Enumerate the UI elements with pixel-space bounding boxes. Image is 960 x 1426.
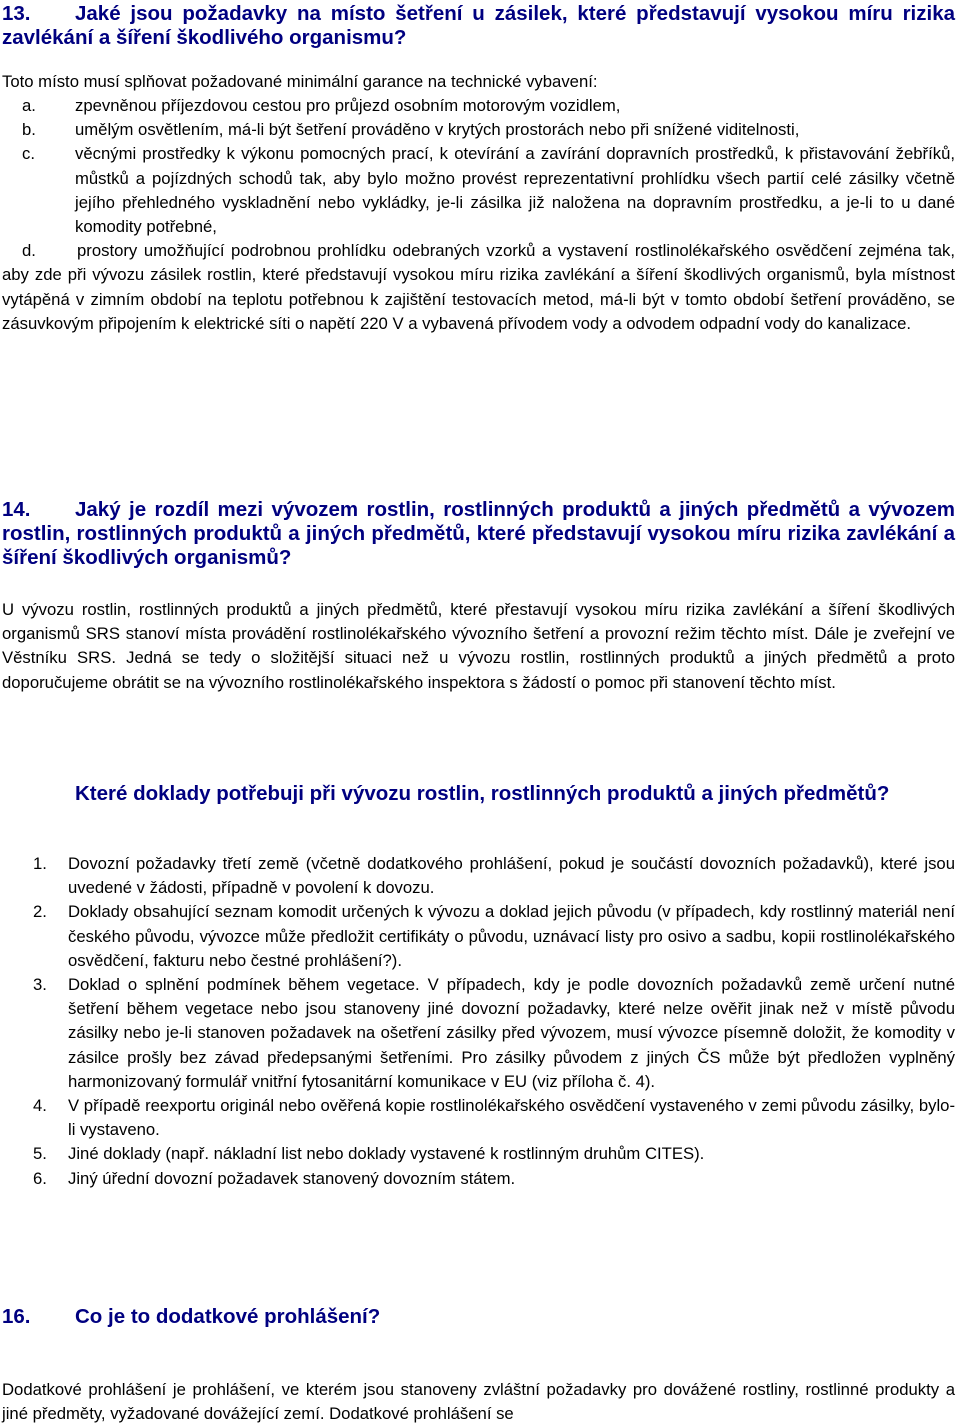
list-item (2, 1167, 955, 1191)
list-item-text: V případě reexportu originál nebo ověřená kopie rostlinolékařského osvědčení vystaveného v zemi původu zásilky, bylo-li vystaveno. (68, 1096, 955, 1140)
list-marker: a. (22, 96, 36, 115)
list-marker: b. (22, 120, 36, 140)
question-13-requirements-list (2, 94, 955, 336)
list-item (2, 142, 955, 239)
question-15-documents-list (2, 852, 955, 1191)
list-marker: 1. (33, 854, 47, 873)
question-13-text: Jaké jsou požadavky na místo šetření u zásilek, které představují vysokou míru rizika zavlékání a šíření škodlivého organismu? (2, 2, 955, 49)
list-item-text: Jiný úřední dovozní požadavek stanovený dovozním státem. (68, 1168, 516, 1188)
list-item-text: Doklady obsahující seznam komodit určených k vývozu a doklad jejich původu (v případech, kdy rostlinný materiál není českého původu, vývozce může předložit certifikáty o původu, uznávací listy pro osivo a sadbu, kopii rostlinolékařského osvědčení, fakturu nebo čestné prohlášení?). (68, 902, 955, 970)
list-item (2, 973, 955, 1094)
question-13-number: 13. (2, 2, 31, 25)
question-14-heading (2, 498, 955, 570)
list-marker: c. (22, 144, 35, 164)
question-16-number: 16. (2, 1305, 31, 1328)
question-14-text: Jaký je rozdíl mezi vývozem rostlin, rostlinných produktů a jiných předmětů a vývozem rostlin, rostlinných produktů a jiných předmětů, které představují vysokou míru rizika zavlékání a šíření škodlivých organismů? (2, 498, 955, 569)
question-14-answer: U vývozu rostlin, rostlinných produktů a jiných předmětů, které přestavují vysokou míru rizika zavlékání a šíření škodlivých organismů SRS stanoví místa provádění rostlinolékařského vývozního šetření a provozní režim těchto míst. Dále je zveřejní ve Věstníku SRS. Jedná se tedy o složitější situaci než u vývozu rostlin, rostlinných produktů a jiných předmětů a proto doporučujeme obrátit se na vývozního rostlinolékařského inspektora s žádostí o pomoc při stanovení těchto míst. (2, 600, 955, 692)
list-item (2, 94, 955, 118)
list-item-text: umělým osvětlením, má-li být šetření prováděno v krytých prostorách nebo při snížené viditelnosti, (75, 120, 800, 140)
list-item-text: zpevněnou příjezdovou cestou pro průjezd osobním motorovým vozidlem, (75, 96, 621, 115)
question-15-text: Které doklady potřebuji při vývozu rostlin, rostlinných produktů a jiných předmětů? (75, 782, 890, 805)
question-16-text: Co je to dodatkové prohlášení? (75, 1305, 381, 1328)
list-item-text: Dovozní požadavky třetí země (včetně dodatkového prohlášení, pokud je součástí dovozních požadavků), které jsou uvedené v žádosti, případně v povolení k dovozu. (68, 854, 955, 898)
question-13-intro: Toto místo musí splňovat požadované minimální garance na technické vybavení: (2, 72, 598, 91)
list-marker: d. (22, 241, 36, 261)
question-15-number (2, 782, 75, 806)
list-marker: 5. (33, 1144, 47, 1164)
list-item (2, 900, 955, 973)
question-16-heading (2, 1305, 955, 1329)
list-item (2, 118, 955, 142)
question-13-heading (2, 2, 955, 50)
list-marker: 6. (33, 1168, 47, 1188)
list-item-text: Jiné doklady (např. nákladní list nebo doklady vystavené k rostlinným druhům CITES). (68, 1144, 705, 1164)
list-marker: 2. (33, 902, 47, 922)
list-item (2, 1142, 955, 1166)
list-marker: 3. (33, 975, 47, 995)
list-item (2, 852, 955, 900)
question-14-number: 14. (2, 498, 31, 521)
list-item-text: věcnými prostředky k výkonu pomocných prací, k otevírání a zavírání dopravních prostředků, k přistavování žebříků, můstků a pojízdných schodů tak, aby bylo možno provést reprezentativní prohlídku všech partií celé zásilky včetně jejího přehledného vyskladnění nebo vykládky, je-li zásilka již naložena na dopravním prostředku, a je-li to u dané komodity potřebné, (75, 144, 955, 237)
list-item-text: Doklad o splnění podmínek během vegetace. V případech, kdy je podle dovozních požadavků země určení nutné šetření během vegetace nebo jsou stanoveny jiné dovozní požadavky, které nelze ověřit jinak než v místě původu zásilky nebo je-li stanoven požadavek na ošetření zásilky před vývozem, musí vývozce písemně doložit, že komodity v zásilce prošly bez závad předepsanými šetřeními. Pro zásilky původem z jiných ČS může být předložen vyplněný harmonizovaný formulář vnitřní fytosanitární komunikace v EU (viz příloha č. 4). (68, 975, 955, 1091)
list-item (2, 239, 955, 336)
question-16-answer: Dodatkové prohlášení je prohlášení, ve kterém jsou stanoveny zvláštní požadavky pro dovážené rostliny, rostlinné produkty a jiné předměty, vyžadované dovážející zemí. Dodatkové prohlášení se (2, 1380, 955, 1424)
list-marker: 4. (33, 1096, 47, 1116)
list-item-text: prostory umožňující podrobnou prohlídku odebraných vzorků a vystavení rostlinolékařského osvědčení zejména tak, aby zde při vývozu zásilek rostlin, které představují vysokou míru rizika zavlékání a šíření škodlivých organismů, byla místnost vytápěná v zimním období na teplotu potřebnou k zajištění testovacích metod, má-li být v tomto období šetření prováděno, se zásuvkovým připojením k elektrické síti o napětí 220 V a vybavená přívodem vody a odvodem odpadní vody do kanalizace. (2, 241, 955, 333)
list-item (2, 1094, 955, 1142)
question-15-heading (2, 782, 955, 806)
